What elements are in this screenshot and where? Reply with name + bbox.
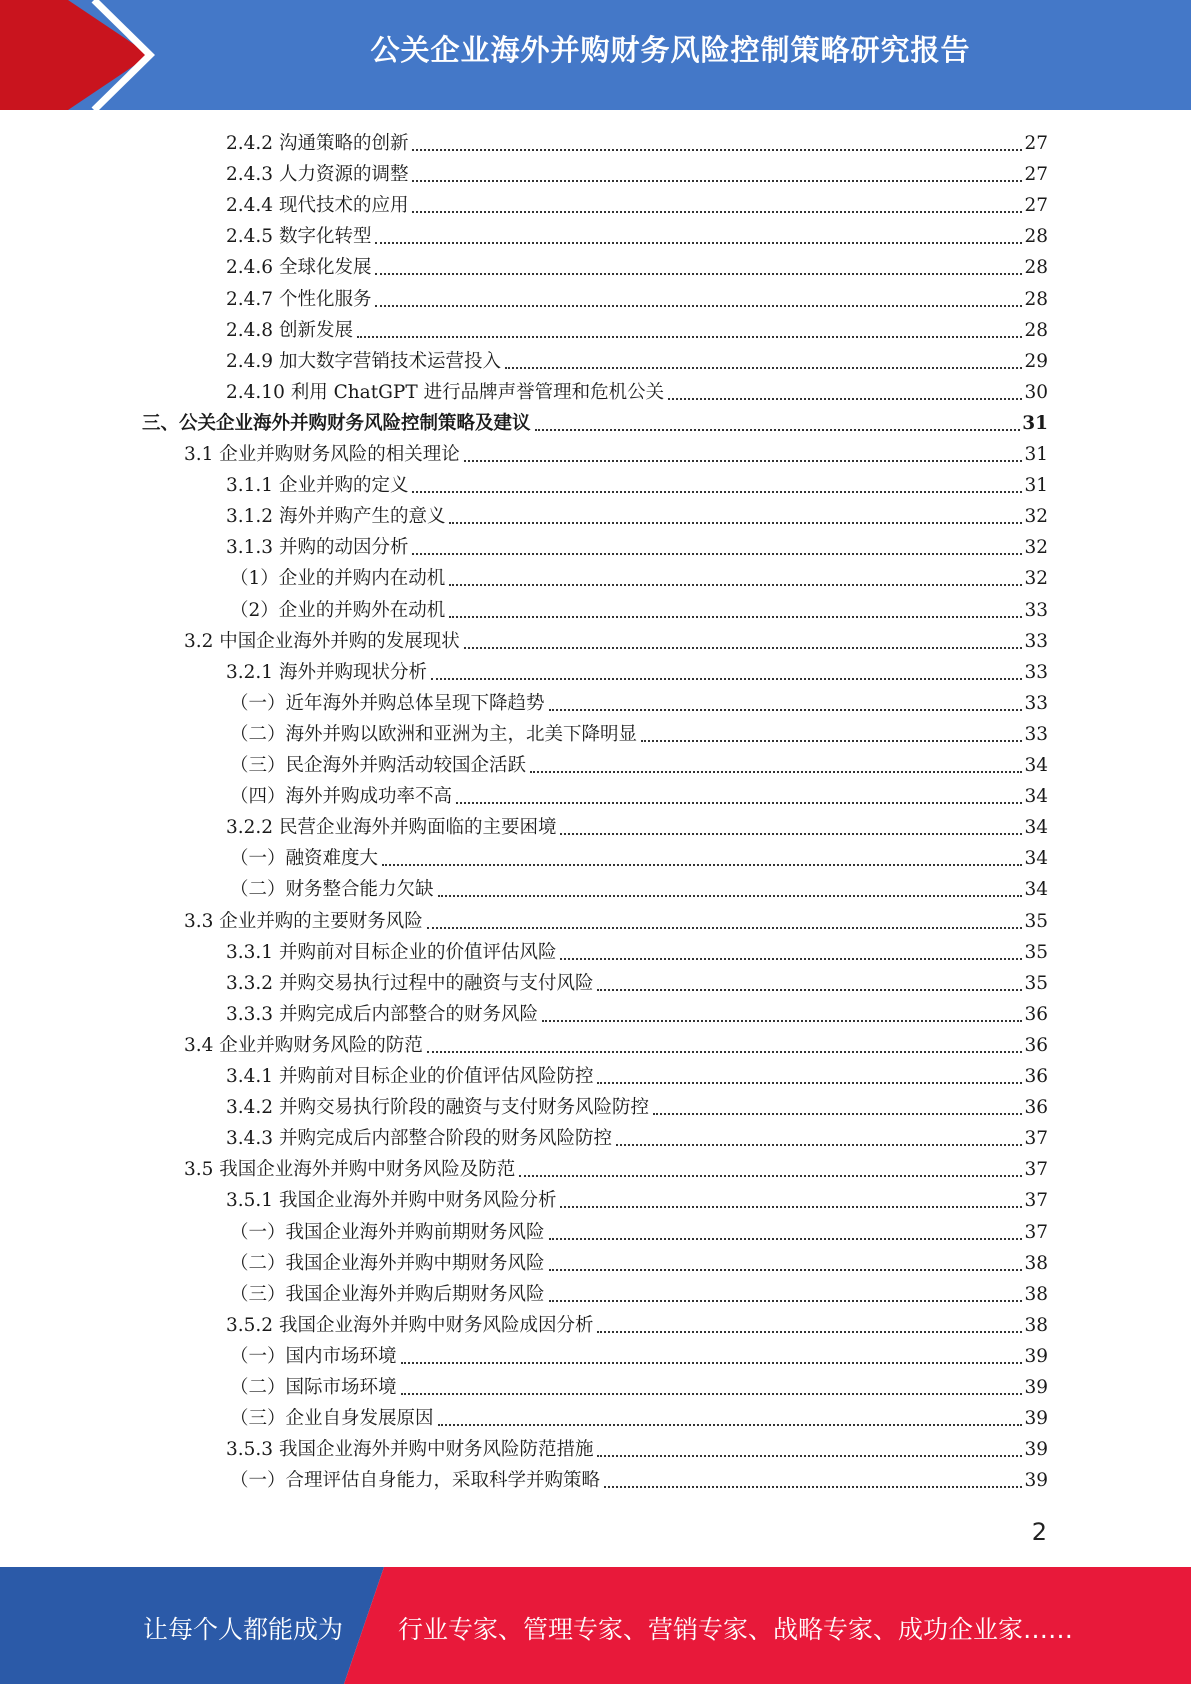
toc-dot-leader [375, 242, 1022, 244]
toc-dot-leader [549, 1300, 1023, 1302]
toc-entry-page: 34 [1024, 817, 1048, 839]
toc-entry-page: 27 [1024, 164, 1048, 186]
footer-slogan-left: 让每个人都能成为 [143, 1615, 344, 1644]
toc-entry-page: 37 [1024, 1190, 1048, 1212]
toc-dot-leader [668, 398, 1022, 400]
toc-entry[interactable] [230, 717, 1048, 748]
toc-entry-title: 3.2.2 民营企业海外并购面临的主要困境 [226, 817, 557, 839]
toc-dot-leader [412, 211, 1022, 213]
toc-entry[interactable] [230, 1277, 1048, 1308]
toc-dot-leader [412, 149, 1022, 151]
toc-dot-leader [616, 1144, 1022, 1146]
toc-entry[interactable] [184, 904, 1048, 935]
toc-entry[interactable] [226, 1090, 1048, 1121]
toc-entry-title: 3.3.2 并购交易执行过程中的融资与支付风险 [226, 972, 594, 994]
toc-entry-title: （三）我国企业海外并购后期财务风险 [230, 1283, 545, 1305]
toc-entry-page: 31 [1024, 444, 1048, 465]
toc-entry[interactable] [230, 872, 1048, 903]
toc-dot-leader [641, 740, 1022, 742]
toc-entry-title: 3.1.2 海外并购产生的意义 [226, 506, 446, 528]
toc-entry[interactable] [226, 1432, 1048, 1463]
toc-entry-title: （二）国际市场环境 [230, 1377, 397, 1398]
toc-dot-leader [464, 647, 1023, 649]
toc-entry[interactable] [230, 593, 1048, 624]
toc-entry-title: 2.4.3 人力资源的调整 [226, 164, 409, 186]
toc-entry-page: 32 [1024, 568, 1048, 590]
toc-entry-page: 31 [1024, 475, 1048, 497]
toc-entry-title: 3.1.3 并购的动因分析 [226, 537, 409, 559]
toc-entry-title: 3.4.1 并购前对目标企业的价值评估风险防控 [226, 1066, 594, 1087]
toc-entry[interactable] [226, 1308, 1048, 1339]
toc-entry[interactable] [230, 686, 1048, 717]
toc-entry-title: 3.4 企业并购财务风险的防范 [184, 1034, 423, 1056]
toc-entry-title: 3.4.2 并购交易执行阶段的融资与支付财务风险防控 [226, 1097, 649, 1119]
toc-dot-leader [549, 1269, 1023, 1271]
toc-entry-page: 38 [1024, 1252, 1048, 1274]
footer-slogan-right: 行业专家、管理专家、营销专家、战略专家、成功企业家…… [398, 1615, 1074, 1644]
toc-entry-page: 32 [1024, 537, 1048, 559]
toc-entry-title: 3.5.1 我国企业海外并购中财务风险分析 [226, 1190, 557, 1212]
document-title: 公关企业海外并购财务风险控制策略研究报告 [370, 33, 971, 67]
toc-entry[interactable] [226, 126, 1048, 157]
toc-entry[interactable] [230, 1370, 1048, 1401]
toc-entry-page: 36 [1024, 1034, 1048, 1056]
toc-dot-leader [519, 1175, 1022, 1177]
toc-dot-leader [464, 460, 1023, 462]
toc-entry-title: （一）近年海外并购总体呈现下降趋势 [230, 692, 545, 714]
toc-entry-title: 2.4.10 利用 ChatGPT 进行品牌声誉管理和危机公关 [226, 381, 665, 403]
header-red-chevron [0, 0, 150, 110]
toc-dot-leader [401, 1393, 1023, 1395]
toc-entry-page: 28 [1024, 226, 1048, 248]
toc-entry-title: （2）企业的并购外在动机 [230, 599, 446, 621]
toc-entry-page: 33 [1024, 661, 1048, 683]
toc-entry-title: 3.5 我国企业海外并购中财务风险及防范 [184, 1159, 516, 1181]
toc-entry-page: 33 [1024, 599, 1048, 621]
toc-entry-page: 35 [1024, 941, 1048, 963]
toc-entry-title: 三、公关企业海外并购财务风险控制策略及建议 [142, 412, 531, 434]
toc-entry-title: 3.3.3 并购完成后内部整合的财务风险 [226, 1003, 538, 1025]
toc-dot-leader [438, 1424, 1023, 1426]
toc-entry-page: 33 [1024, 630, 1048, 652]
toc-dot-leader [542, 1020, 1022, 1022]
toc-entry-page: 38 [1024, 1283, 1048, 1305]
toc-entry[interactable] [226, 1183, 1048, 1214]
toc-dot-leader [375, 305, 1022, 307]
toc-entry[interactable] [230, 748, 1048, 779]
toc-dot-leader [438, 895, 1023, 897]
toc-entry-title: （二）财务整合能力欠缺 [230, 879, 434, 901]
toc-entry-title: 3.5.3 我国企业海外并购中财务风险防范措施 [226, 1439, 594, 1461]
toc-entry-page: 33 [1024, 723, 1048, 745]
toc-dot-leader [431, 678, 1022, 680]
toc-entry-title: （三）企业自身发展原因 [230, 1408, 434, 1430]
toc-dot-leader [535, 429, 1021, 431]
toc-dot-leader [412, 180, 1022, 182]
toc-entry[interactable] [226, 966, 1048, 997]
page-header [0, 0, 1191, 110]
toc-dot-leader [604, 1486, 1022, 1488]
toc-entry-title: （一）合理评估自身能力，采取科学并购策略 [230, 1470, 601, 1492]
toc-entry-page: 34 [1024, 755, 1048, 776]
toc-entry[interactable] [230, 1463, 1048, 1494]
toc-entry[interactable] [226, 344, 1048, 375]
toc-entry-page: 27 [1024, 133, 1048, 154]
toc-entry-title: （四）海外并购成功率不高 [230, 786, 453, 808]
toc-dot-leader [449, 584, 1022, 586]
toc-entry-page: 36 [1024, 1003, 1048, 1025]
toc-entry-page: 35 [1024, 910, 1048, 932]
toc-entry[interactable] [226, 1121, 1048, 1152]
toc-entry-title: （二）我国企业海外并购中期财务风险 [230, 1252, 545, 1274]
toc-dot-leader [401, 1362, 1023, 1364]
toc-entry[interactable] [226, 997, 1048, 1028]
toc-entry[interactable] [230, 1401, 1048, 1432]
toc-entry[interactable] [230, 779, 1048, 810]
toc-entry-page: 27 [1024, 195, 1048, 217]
toc-entry[interactable] [184, 624, 1048, 655]
toc-dot-leader [427, 927, 1023, 929]
toc-entry[interactable] [226, 1059, 1048, 1090]
toc-entry-title: 2.4.2 沟通策略的创新 [226, 133, 409, 154]
toc-dot-leader [449, 522, 1022, 524]
toc-entry-page: 31 [1022, 412, 1048, 434]
toc-entry[interactable] [226, 188, 1048, 219]
toc-entry-title: 2.4.5 数字化转型 [226, 226, 372, 248]
toc-dot-leader [549, 1238, 1023, 1240]
toc-entry[interactable] [230, 1339, 1048, 1370]
toc-entry-page: 38 [1024, 1314, 1048, 1336]
toc-entry-title: （二）海外并购以欧洲和亚洲为主，北美下降明显 [230, 723, 638, 745]
toc-entry[interactable] [226, 157, 1048, 188]
toc-entry-title: 3.2.1 海外并购现状分析 [226, 661, 427, 683]
toc-dot-leader [597, 1082, 1022, 1084]
toc-entry-title: 2.4.7 个性化服务 [226, 288, 372, 310]
toc-entry-title: （1）企业的并购内在动机 [230, 568, 446, 590]
toc-entry-title: （一）融资难度大 [230, 848, 379, 870]
toc-dot-leader [412, 491, 1022, 493]
toc-entry[interactable] [230, 1246, 1048, 1277]
toc-entry-page: 39 [1024, 1470, 1048, 1492]
toc-entry-page: 28 [1024, 319, 1048, 341]
toc-entry-page: 34 [1024, 848, 1048, 870]
toc-entry-title: 2.4.6 全球化发展 [226, 257, 372, 279]
toc-entry-page: 29 [1024, 350, 1048, 372]
toc-entry-title: 2.4.9 加大数字营销技术运营投入 [226, 350, 501, 372]
toc-dot-leader [597, 989, 1022, 991]
toc-entry-page: 37 [1024, 1128, 1048, 1150]
toc-entry-title: 3.2 中国企业海外并购的发展现状 [184, 630, 460, 652]
toc-entry-page: 39 [1024, 1345, 1048, 1367]
toc-entry-title: 3.3.1 并购前对目标企业的价值评估风险 [226, 941, 557, 963]
toc-entry-title: 2.4.4 现代技术的应用 [226, 195, 409, 217]
toc-dot-leader [560, 958, 1022, 960]
toc-dot-leader [382, 864, 1022, 866]
toc-entry-page: 32 [1024, 506, 1048, 528]
toc-dot-leader [357, 336, 1023, 338]
toc-entry[interactable] [226, 250, 1048, 281]
toc-entry[interactable] [184, 437, 1048, 468]
toc-entry-page: 36 [1024, 1097, 1048, 1119]
toc-entry[interactable] [226, 530, 1048, 561]
toc-entry[interactable] [226, 282, 1048, 313]
toc-entry[interactable] [142, 406, 1048, 437]
toc-entry-page: 28 [1024, 288, 1048, 310]
page-number: 2 [1031, 1518, 1047, 1546]
toc-entry-title: 3.1.1 企业并购的定义 [226, 475, 409, 497]
toc-entry-page: 37 [1024, 1159, 1048, 1181]
toc-entry-page: 39 [1024, 1439, 1048, 1461]
toc-entry-title: 3.5.2 我国企业海外并购中财务风险成因分析 [226, 1314, 594, 1336]
toc-entry-page: 36 [1024, 1066, 1048, 1087]
toc-entry-title: 3.4.3 并购完成后内部整合阶段的财务风险防控 [226, 1128, 612, 1150]
toc-entry[interactable] [230, 561, 1048, 592]
toc-entry-page: 30 [1024, 381, 1048, 403]
toc-entry[interactable] [226, 313, 1048, 344]
toc-entry-title: （三）民企海外并购活动较国企活跃 [230, 755, 527, 776]
toc-entry[interactable] [184, 1152, 1048, 1183]
toc-dot-leader [375, 273, 1022, 275]
toc-entry-title: 2.4.8 创新发展 [226, 319, 353, 341]
toc-entry-page: 34 [1024, 879, 1048, 901]
toc-dot-leader [456, 802, 1022, 804]
toc-dot-leader [597, 1455, 1022, 1457]
toc-dot-leader [653, 1113, 1022, 1115]
toc-entry[interactable] [226, 810, 1048, 841]
toc-dot-leader [549, 709, 1023, 711]
toc-entry[interactable] [226, 655, 1048, 686]
toc-entry[interactable] [184, 1028, 1048, 1059]
toc-entry[interactable] [230, 1215, 1048, 1246]
toc-entry[interactable] [226, 219, 1048, 250]
toc-entry[interactable] [226, 468, 1048, 499]
page-footer [0, 1567, 1191, 1684]
toc-entry-page: 39 [1024, 1377, 1048, 1398]
toc-entry-title: 3.1 企业并购财务风险的相关理论 [184, 444, 460, 465]
toc-entry-page: 35 [1024, 972, 1048, 994]
toc-entry-title: 3.3 企业并购的主要财务风险 [184, 910, 423, 932]
toc-dot-leader [449, 616, 1022, 618]
toc-entry-page: 39 [1024, 1408, 1048, 1430]
toc-dot-leader [427, 1051, 1023, 1053]
toc-entry[interactable] [226, 935, 1048, 966]
toc-entry-title: （一）我国企业海外并购前期财务风险 [230, 1221, 545, 1243]
toc-entry[interactable] [226, 375, 1048, 406]
toc-entry-page: 33 [1024, 692, 1048, 714]
toc-dot-leader [597, 1331, 1022, 1333]
toc-entry[interactable] [230, 841, 1048, 872]
toc-entry-page: 28 [1024, 257, 1048, 279]
toc-entry-page: 34 [1024, 786, 1048, 808]
toc-dot-leader [505, 367, 1022, 369]
toc-entry[interactable] [226, 499, 1048, 530]
toc-dot-leader [560, 1206, 1022, 1208]
toc-dot-leader [560, 833, 1022, 835]
toc-dot-leader [530, 771, 1022, 773]
toc-entry-page: 37 [1024, 1221, 1048, 1243]
toc-entry-title: （一）国内市场环境 [230, 1345, 397, 1367]
toc-dot-leader [412, 553, 1022, 555]
